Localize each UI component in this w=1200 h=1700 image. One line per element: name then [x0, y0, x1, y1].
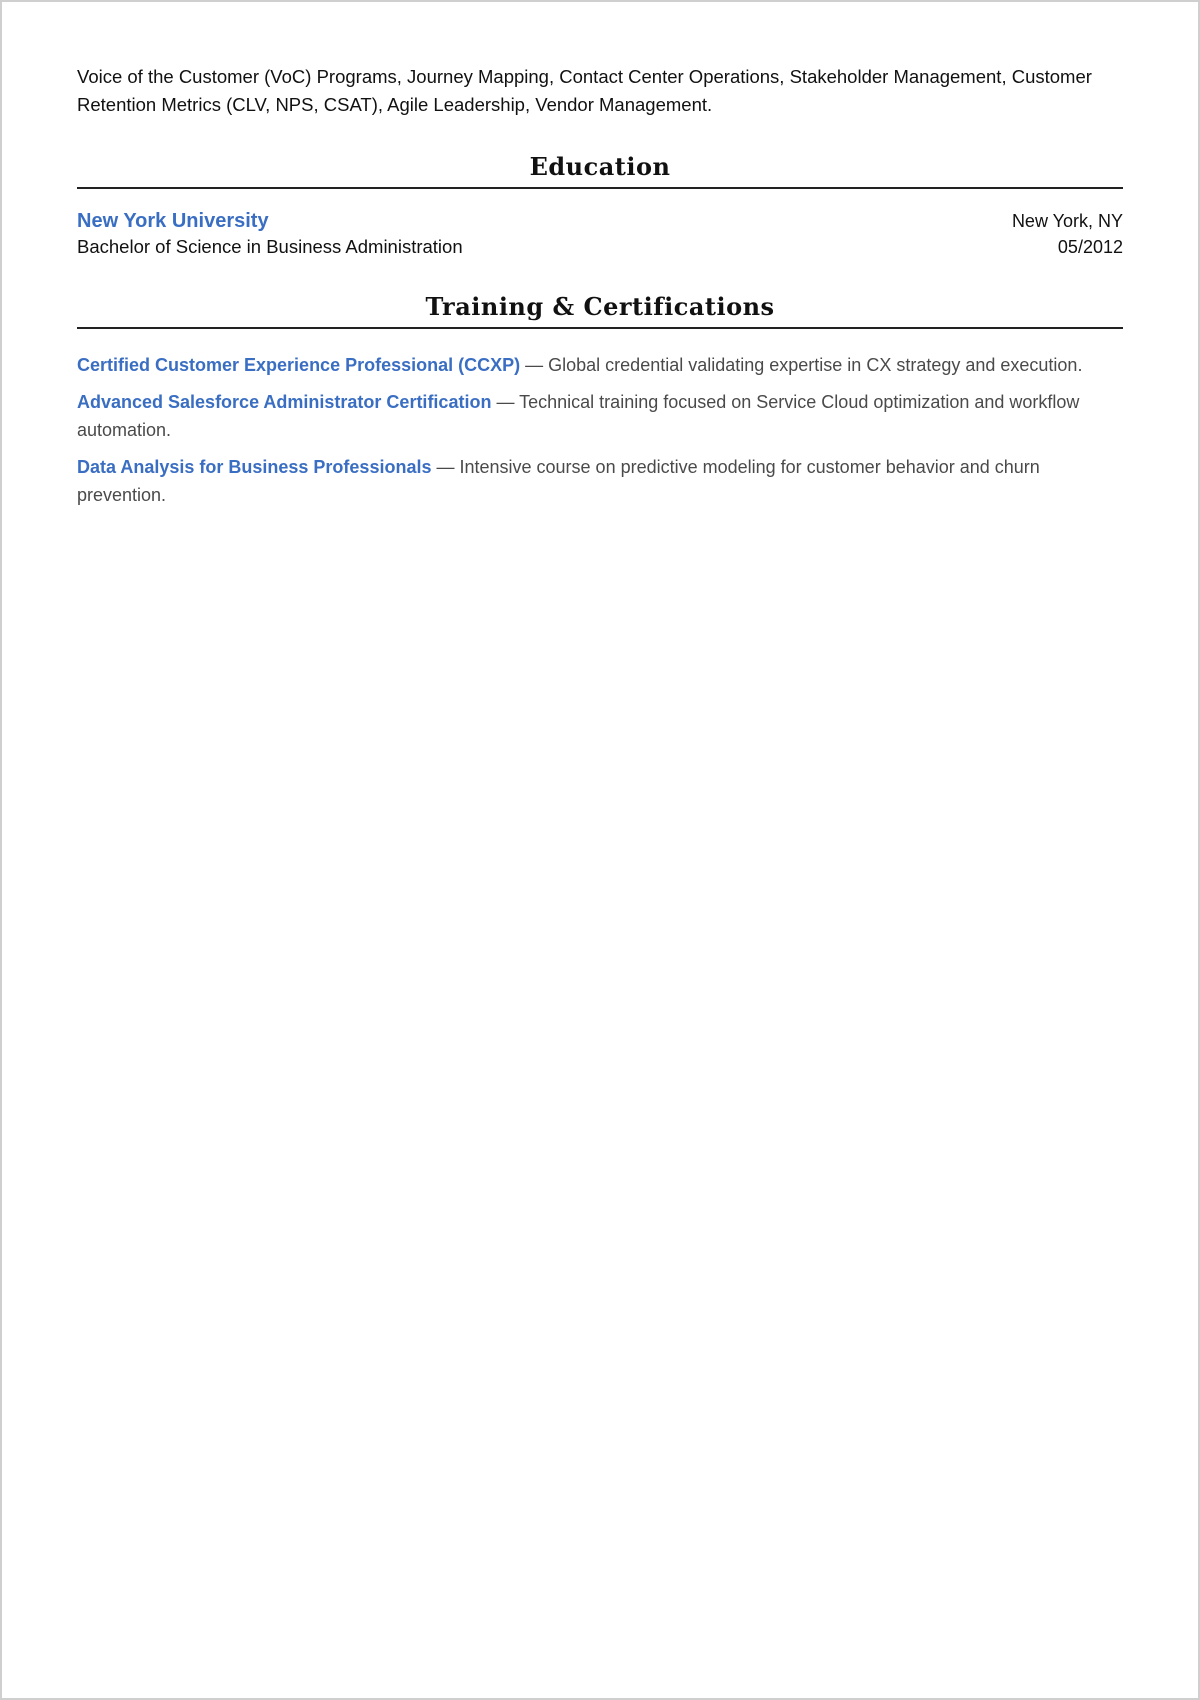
certification-name: Advanced Salesforce Administrator Certification [77, 392, 492, 412]
certification-separator: — [431, 457, 460, 477]
certification-name: Certified Customer Experience Professional (CCXP) [77, 355, 521, 375]
training-heading: Training & Certifications [77, 292, 1123, 329]
certification-description: Technical training focused on Service Cloud optimization and workflow automation. [77, 392, 1080, 440]
certification-list [77, 351, 1123, 509]
certification-name: Data Analysis for Business Professionals [77, 457, 432, 477]
certification-separator: — [520, 355, 549, 375]
certification-item [77, 388, 1123, 444]
certification-item [77, 453, 1123, 509]
certification-item [77, 351, 1123, 379]
school-name: New York University [77, 210, 269, 232]
skills-summary: Voice of the Customer (VoC) Programs, Journey Mapping, Contact Center Operations, Stakeholder Management, Customer Retention Metrics (CLV, NPS, CSAT), Agile Leadership, Vendor Management. [77, 66, 1092, 115]
certification-description: Intensive course on predictive modeling for customer behavior and churn prevention. [77, 457, 1040, 505]
resume-content [77, 63, 1123, 518]
school-location: New York, NY [1011, 211, 1123, 231]
certification-description: Global credential validating expertise in CX strategy and execution. [548, 355, 1083, 375]
education-heading: Education [77, 152, 1123, 189]
education-row-top [77, 209, 1123, 234]
certification-separator: — [491, 392, 520, 412]
education-entry [77, 209, 1123, 260]
degree-name: Bachelor of Science in Business Administration [77, 236, 463, 257]
education-row-bottom [77, 234, 1123, 260]
graduation-date: 05/2012 [1057, 237, 1123, 257]
